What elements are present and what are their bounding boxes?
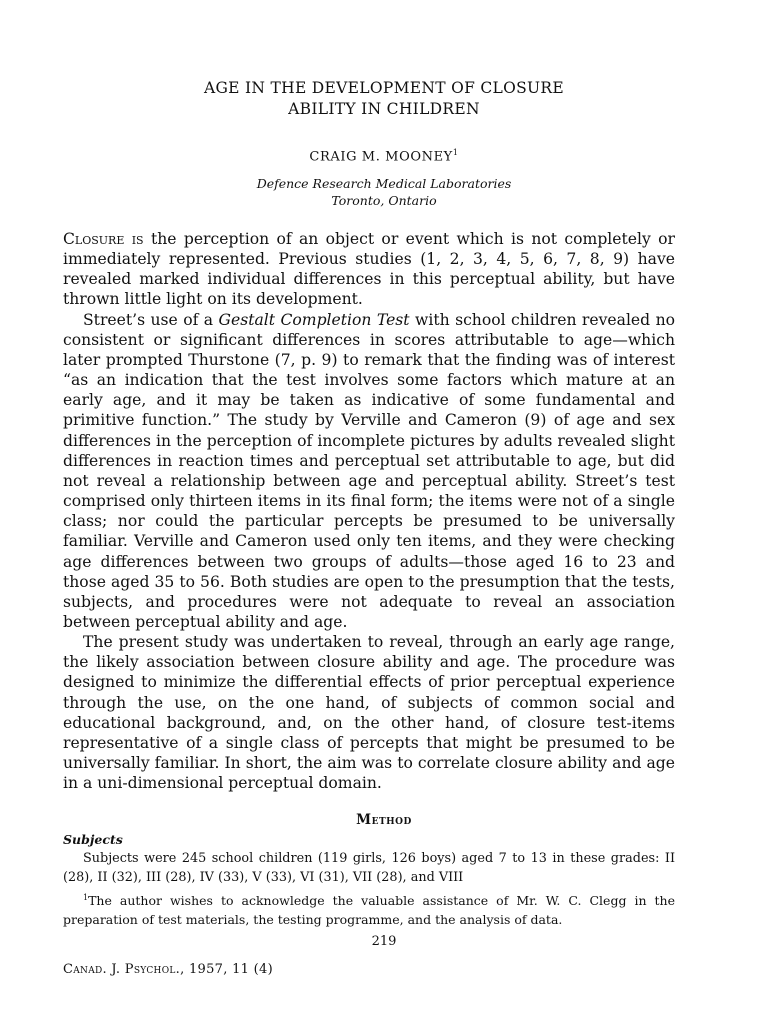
intro-paragraph-1 — [63, 229, 675, 310]
subsection-heading-subjects: Subjects — [63, 832, 123, 847]
intro-paragraph-1-text: the perception of an object or event which is not completely or immediately represented. Previous studies (1, 2, 3, 4, 5, 6, 7, 8, 9) have revealed marked individual differences in this perceptual ability, but have thrown little light on its development. — [63, 230, 675, 309]
intro-paragraph-2 — [63, 310, 675, 633]
journal-volume: , 1957, 11 (4) — [180, 962, 273, 977]
author-name — [0, 148, 768, 164]
intro-paragraph-2-b: with school children revealed no consistent or significant differences in scores attributable to age—which later prompted Thurstone (7, p. 9) to remark that the finding was of interest “as an indication that the test involves some factors which mature at an early age, and it may be taken as indicative of some fundamental and primitive function.” The study by Verville and Cameron (9) of age and sex differences in the perception of incomplete pictures by adults revealed slight differences in reaction times and perceptual set attributable to age, but did not reveal a relationship between age and perceptual ability. Street’s test comprised only thirteen items in its final form; the items were not of a single class; nor could the particular percepts be presumed to be universally familiar. Verville and Cameron used only ten items, and they were checking age differences between two groups of adults—those aged 16 to 23 and those aged 35 to 56. Both studies are open to the presumption that the tests, subjects, and procedures were not adequate to reveal an association between perceptual ability and age. — [63, 310, 675, 631]
journal-name: Canad. J. Psychol. — [63, 962, 181, 977]
intro-paragraph-2-a: Street’s use of a — [83, 310, 219, 329]
intro-paragraph-3: The present study was undertaken to reveal, through an early age range, the likely association between closure ability and age. The procedure was designed to minimize the differential effects of prior perceptual experience through the use, on the one hand, of subjects of common social and educational background, and, on the other hand, of closure test-items representative of a single class of percepts that might be presumed to be universally familiar. In short, the aim was to correlate closure ability and age in a uni-dimensional perceptual domain. — [63, 633, 675, 793]
article-title-line-2: ABILITY IN CHILDREN — [288, 100, 480, 118]
section-heading-method: Method — [356, 812, 412, 828]
intro-lead-words: Closure is — [63, 230, 144, 248]
author-footnote-marker: 1 — [452, 148, 459, 157]
subjects-paragraph — [63, 850, 675, 887]
footnote — [63, 889, 675, 929]
author-affiliation: Defence Research Medical Laboratories — [256, 176, 512, 191]
article-title-line-1: AGE IN THE DEVELOPMENT OF CLOSURE — [203, 79, 565, 97]
footnote-text: The author wishes to acknowledge the valuable assistance of Mr. W. C. Clegg in the preparation of test materials, the testing programme, and the analysis of data. — [63, 893, 675, 927]
subjects-text: Subjects were 245 school children (119 girls, 126 boys) aged 7 to 13 in these grades: II (28), II (32), III (28), IV (33), V (33), VI (31), VII (28), and VIII — [63, 851, 675, 885]
footnote-marker: 1 — [83, 893, 89, 902]
footnote-paragraph — [63, 889, 675, 929]
journal-citation — [63, 962, 273, 977]
author-location: Toronto, Ontario — [331, 193, 437, 208]
page-number: 219 — [371, 934, 397, 949]
author-name-text: CRAIG M. MOONEY — [309, 149, 453, 165]
article-body — [63, 229, 675, 793]
test-name-italic: Gestalt Completion Test — [218, 310, 410, 329]
